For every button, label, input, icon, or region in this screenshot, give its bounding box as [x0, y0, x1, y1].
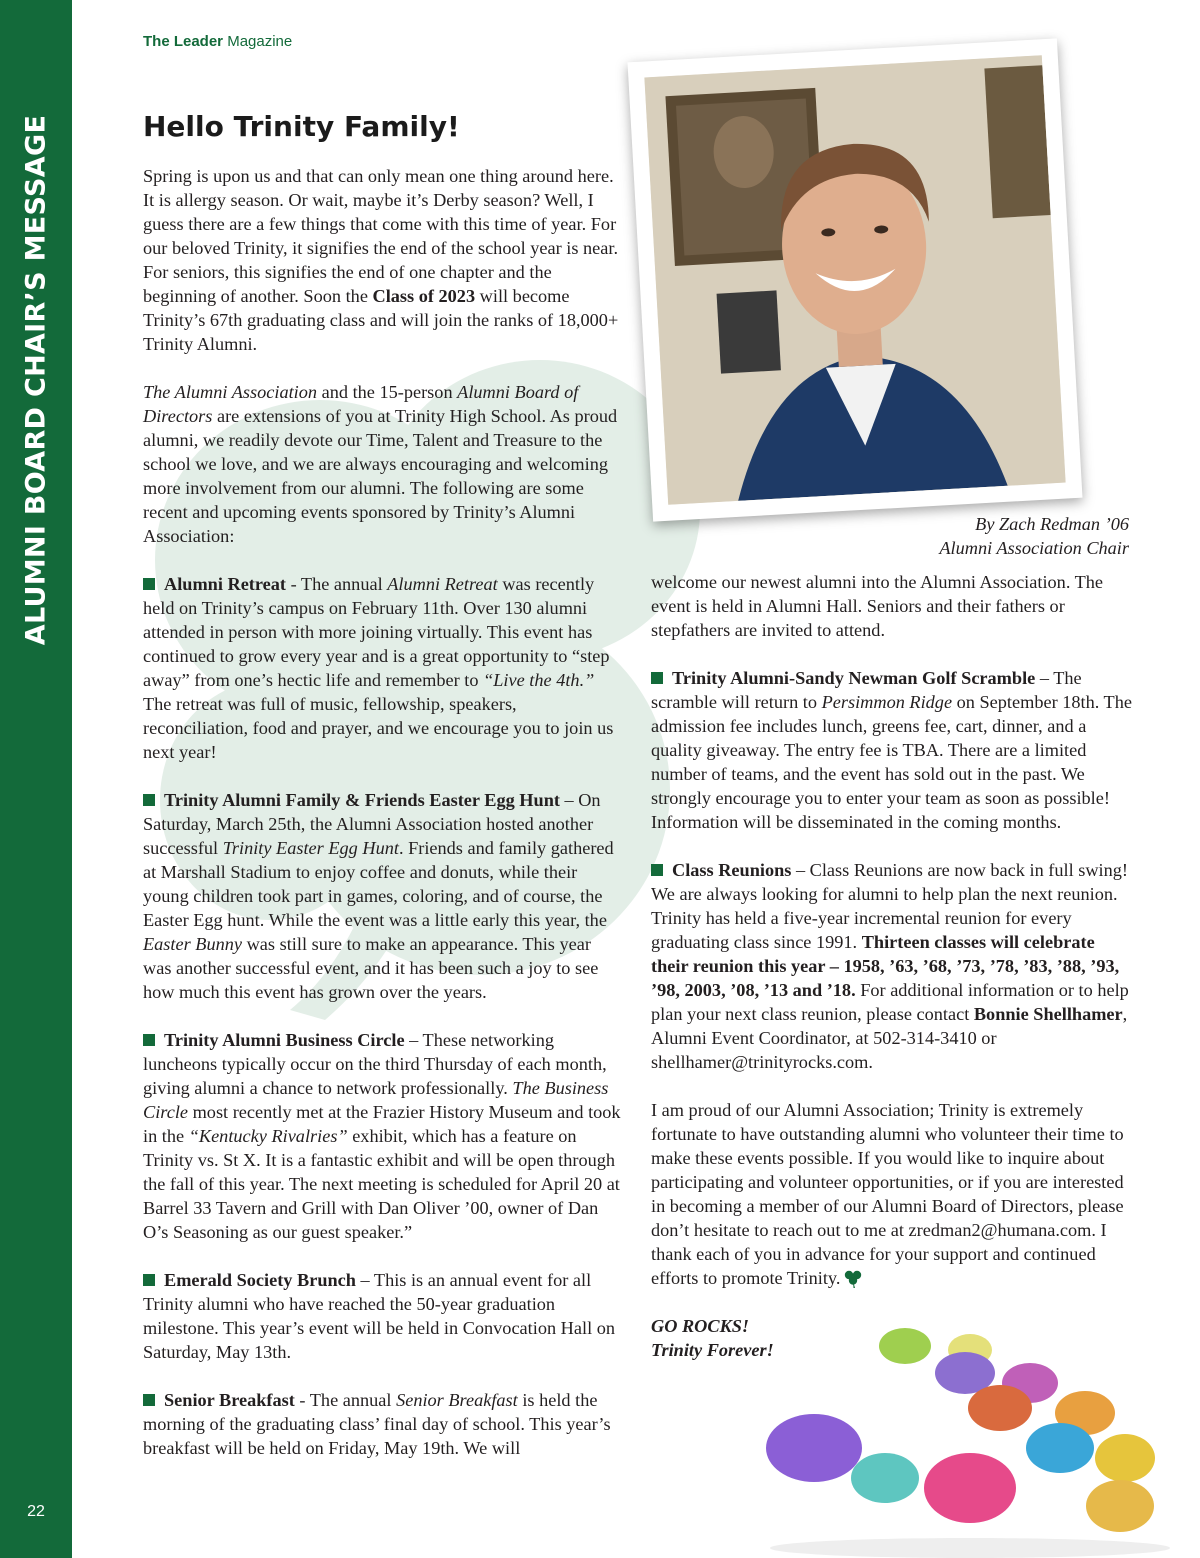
portrait-illustration: [644, 55, 1065, 505]
event-em: “Live the 4th.”: [483, 670, 595, 690]
sidebar-band: [0, 0, 72, 1558]
author-name: By Zach Redman ’06: [975, 514, 1129, 534]
event-em: Persimmon Ridge: [821, 692, 953, 712]
author-role: Alumni Association Chair: [939, 538, 1129, 558]
masthead: [143, 33, 292, 50]
masthead-brand: The Leader: [143, 33, 224, 50]
event-title: Senior Breakfast: [164, 1390, 295, 1410]
event-text: – The scramble will return to: [651, 668, 1082, 712]
event-text: was recently held on Trinity’s campus on February 11th. Over 130 alumni attended in person with more joining virtually. This event has continued to grow every year and is a great opportunity to “step away” from one’s hectic life and remember to: [143, 574, 610, 690]
event-golf-scramble: [651, 666, 1133, 834]
event-em: “Kentucky Rivalries”: [188, 1126, 348, 1146]
reunion-years: Thirteen classes will celebrate their reunion this year – 1958, ’63, ’68, ’73, ’78, ’83, ’88, ’93, ’98, 2003, ’08, ’13 and ’18.: [651, 932, 1120, 1000]
intro-paragraph-1: [143, 164, 623, 356]
signoff-line-1: GO ROCKS!: [651, 1316, 750, 1336]
bullet-square-icon: [143, 1034, 155, 1046]
event-text: most recently met at the Frazier History Museum and took in the: [143, 1102, 621, 1146]
coordinator-name: Bonnie Shellhamer: [973, 1004, 1123, 1024]
event-title: Trinity Alumni Family & Friends Easter Egg Hunt: [164, 790, 560, 810]
event-text: – This is an annual event for all Trinity alumni who have reached the 50-year graduation milestone. This year’s event will be held in Convocation Hall on Saturday, May 13th.: [143, 1270, 616, 1362]
byline: [939, 512, 1129, 560]
event-text: - The annual: [294, 1390, 397, 1410]
intro2-text-b: and the 15-person: [317, 382, 458, 402]
intro-paragraph-2: [143, 380, 623, 548]
event-title: Alumni Retreat: [164, 574, 287, 594]
class-of-2023: Class of 2023: [372, 286, 476, 306]
event-text: – On Saturday, March 25th, the Alumni Association hosted another successful: [143, 790, 601, 858]
page-number: 22: [27, 1503, 45, 1520]
event-text: The retreat was full of music, fellowship, speakers, reconciliation, food and prayer, and we encourage you to join us next year!: [143, 694, 614, 762]
event-emerald-society: [143, 1268, 623, 1364]
bullet-square-icon: [143, 1394, 155, 1406]
bullet-square-icon: [651, 672, 663, 684]
event-text: was still sure to make an appearance. This year was another successful event, and it has been such a joy to see how much this event has grown over the years.: [143, 934, 599, 1002]
senior-breakfast-continued: [651, 570, 1133, 642]
section-title: ALUMNI BOARD CHAIR’S MESSAGE: [20, 114, 52, 646]
event-em: Senior Breakfast: [396, 1390, 518, 1410]
event-title: Class Reunions: [672, 860, 792, 880]
closing-paragraph: [651, 1098, 1133, 1290]
bullet-square-icon: [651, 864, 663, 876]
event-text: – These networking luncheons typically occur on the third Thursday of each month, giving alumni a chance to network professionally.: [143, 1030, 607, 1098]
event-title: Emerald Society Brunch: [164, 1270, 356, 1290]
event-text: welcome our newest alumni into the Alumni Association. The event is held in Alumni Hall. Seniors and their fathers or stepfathers are invited to attend.: [651, 572, 1104, 640]
signoff-line-2: Trinity Forever!: [651, 1340, 774, 1360]
easter-eggs-illustration: [760, 1328, 1180, 1558]
event-text: is held the morning of the graduating class’ final day of school. This year’s breakfast will be held on Friday, May 19th. We will: [143, 1390, 611, 1458]
event-text: exhibit, which has a feature on Trinity vs. St X. It is a fantastic exhibit and will be open through the fall of this year. The next meeting is scheduled for April 20 at Barrel 33 Tavern and Grill with Dan Oliver ’00, owner of Dan O’s Seasoning as our guest speaker.”: [143, 1126, 620, 1242]
event-senior-breakfast: [143, 1388, 623, 1460]
event-text: – Class Reunions are now back in full swing! We are always looking for alumni to help plan the next reunion. Trinity has held a five-year incremental reunion for every graduating class since 1991.: [651, 860, 1129, 952]
bullet-square-icon: [143, 1274, 155, 1286]
event-easter-egg-hunt: [143, 788, 623, 1004]
event-text: on September 18th. The admission fee includes lunch, greens fee, cart, dinner, and a quality giveaway. The entry fee is TBA. There are a limited number of teams, and the event has sold out in the past. We strongly encourage you to enter your team as soon as possible! Information will be disseminated in the coming months.: [651, 692, 1132, 832]
event-business-circle: [143, 1028, 623, 1244]
alumni-association-em: The Alumni Association: [143, 382, 318, 402]
board-of-directors-em: Alumni Board of Directors: [143, 382, 579, 426]
shamrock-icon: [843, 1268, 863, 1288]
masthead-suffix: Magazine: [223, 33, 293, 50]
event-text: . Friends and family gathered at Marshall Stadium to enjoy coffee and donuts, while their young children took part in games, coloring, and of course, the Easter Egg hunt. While the event was a little early this year, the: [143, 838, 614, 930]
event-text: For additional information or to help plan your next class reunion, please contact: [651, 980, 1129, 1024]
event-text: , Alumni Event Coordinator, at 502-314-3410 or shellhamer@trinityrocks.com.: [651, 1004, 1128, 1072]
left-column: [143, 164, 623, 1484]
closing-text: I am proud of our Alumni Association; Trinity is extremely fortunate to have outstanding alumni who volunteer their time to make these events possible. If you would like to inquire about participating and volunteer opportunities, or if you are interested in becoming a member of our Alumni Board of Directors, please don’t hesitate to reach out to me at zredman2@humana.com. I thank each of you in advance for your support and continued efforts to promote Trinity.: [651, 1100, 1124, 1288]
event-em: Trinity Easter Egg Hunt: [222, 838, 399, 858]
intro-text-a: Spring is upon us and that can only mean one thing around here. It is allergy season. Or wait, maybe it’s Derby season? Well, I guess there are a few things that come with this time of year. For our beloved Trinity, it signifies the end of the school year is near. For seniors, this signifies the end of one chapter and the beginning of another. Soon the: [143, 166, 619, 306]
event-em: The Business Circle: [143, 1078, 609, 1122]
event-title: Trinity Alumni Business Circle: [164, 1030, 405, 1050]
bullet-square-icon: [143, 578, 155, 590]
event-class-reunions: [651, 858, 1133, 1074]
event-alumni-retreat: [143, 572, 623, 764]
event-em: Easter Bunny: [143, 934, 243, 954]
event-text: - The annual: [286, 574, 388, 594]
portrait-photo-frame: [627, 38, 1082, 521]
intro-text-c: will become Trinity’s 67th graduating class and will join the ranks of 18,000+ Trinity Alumni.: [143, 286, 619, 354]
portrait-photo: [644, 55, 1065, 505]
right-column: [651, 570, 1133, 1362]
bullet-square-icon: [143, 794, 155, 806]
intro2-text-d: are extensions of you at Trinity High School. As proud alumni, we readily devote our Time, Talent and Treasure to the school we love, and we are always encouraging and welcoming more involvement from our alumni. The following are some recent and upcoming events sponsored by Trinity’s Alumni Association:: [143, 406, 618, 546]
event-title: Trinity Alumni-Sandy Newman Golf Scramble: [672, 668, 1036, 688]
page-title: Hello Trinity Family!: [143, 110, 460, 143]
event-em: Alumni Retreat: [387, 574, 498, 594]
